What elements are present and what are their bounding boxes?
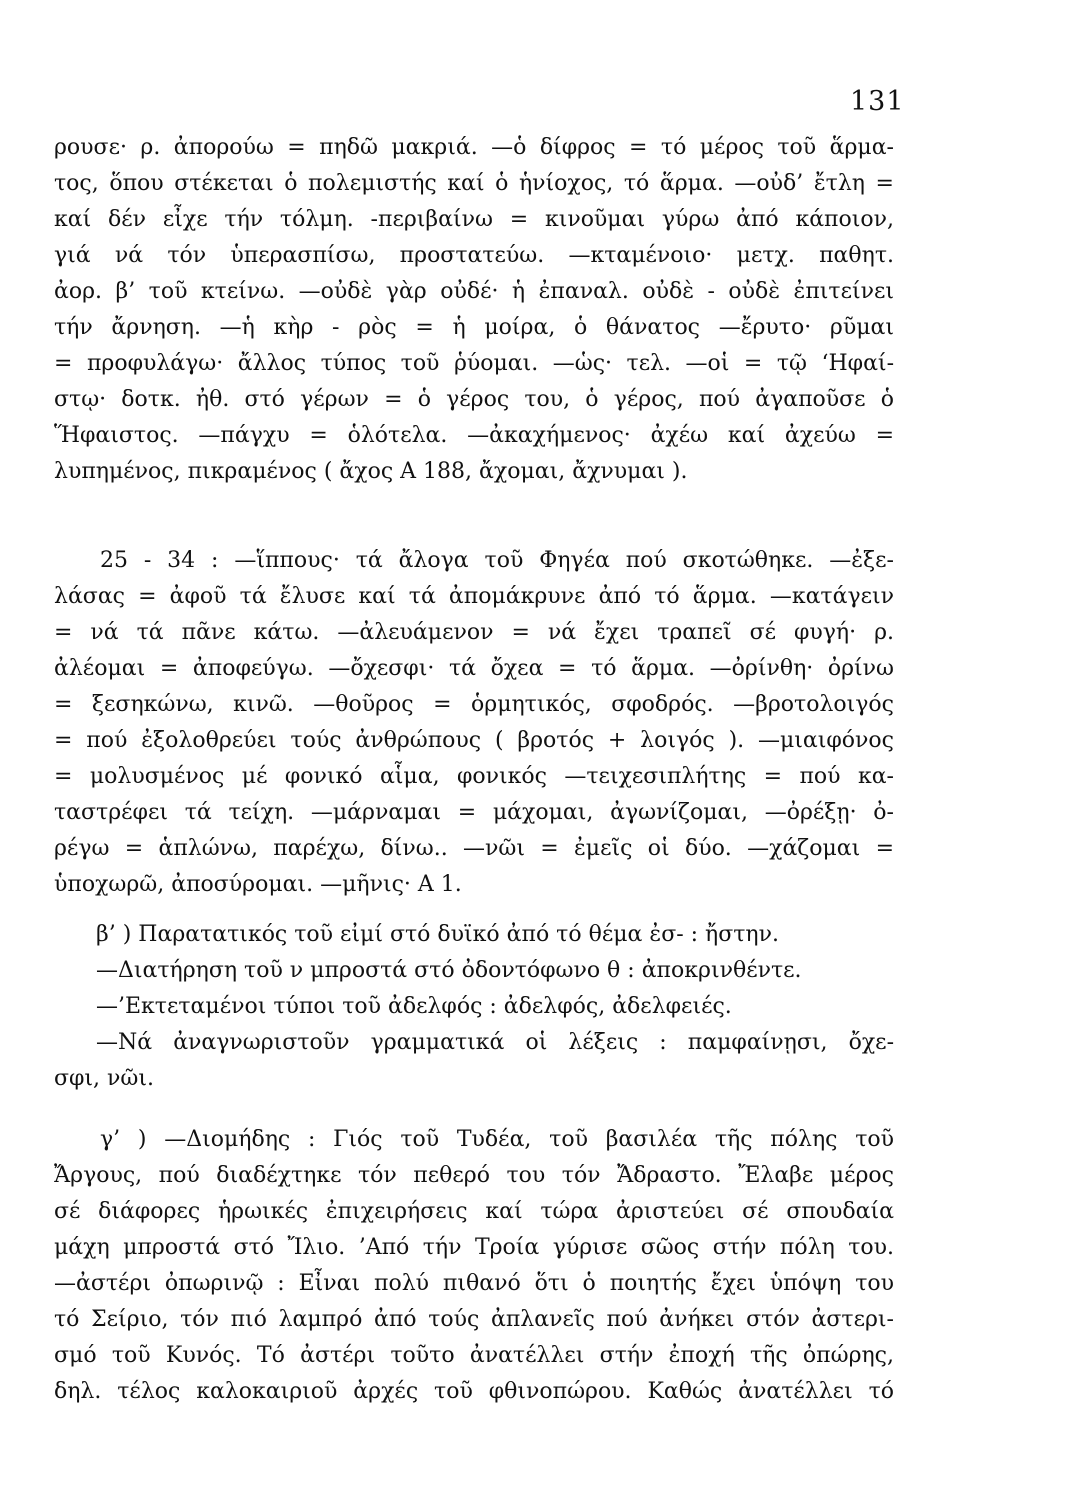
text-line: = νά τά πᾶνε κάτω. —ἀλευάμενον = νά ἔχει τραπεῖ σέ φυγή· ρ. — [54, 620, 894, 645]
text-line: ρουσε· ρ. ἀπορούω = πηδῶ μακριά. —ὁ δίφρος = τό μέρος τοῦ ἅρμα- — [54, 135, 894, 160]
text-line: β’ ) Παρατατικός τοῦ εἰμί στό δυϊκό ἀπό τό θέμα ἐσ- : ἤστην. — [96, 922, 779, 947]
text-line: τήν ἄρνηση. —ἡ κὴρ - ρὸς = ἡ μοίρα, ὁ θάνατος —ἔρυτο· ρῦμαι — [54, 315, 894, 340]
text-line: λυπημένος, πικραμένος ( ἄχος Α 188, ἄχομαι, ἄχνυμαι ). — [54, 459, 688, 484]
text-line: ρέγω = ἁπλώνω, παρέχω, δίνω.. —νῶι = ἐμεῖς οἱ δύο. —χάζομαι = — [54, 836, 894, 861]
text-line: Ἄργους, πού διαδέχτηκε τόν πεθερό του τόν Ἄδραστο. Ἔλαβε μέρος — [54, 1163, 894, 1188]
text-line: στῳ· δοτκ. ἠθ. στό γέρων = ὁ γέρος του, ὁ γέρος, πού ἀγαποῦσε ὁ — [54, 387, 894, 412]
text-line: = πού ἐξολοθρεύει τούς ἀνθρώπους ( βροτός + λοιγός ). —μιαιφόνος — [54, 728, 894, 753]
text-line: δηλ. τέλος καλοκαιριοῦ ἀρχές τοῦ φθινοπώρου. Καθώς ἀνατέλλει τό — [54, 1379, 894, 1404]
text-line: ἀορ. β’ τοῦ κτείνω. —οὐδὲ γὰρ οὐδέ· ἡ ἐπαναλ. οὐδὲ - οὐδὲ ἐπιτείνει — [54, 279, 894, 304]
text-line: γ’ ) —Διομήδης : Γιός τοῦ Τυδέα, τοῦ βασιλέα τῆς πόλης τοῦ — [100, 1127, 894, 1152]
text-line: ἀλέομαι = ἀποφεύγω. —ὄχεσφι· τά ὄχεα = τό ἅρμα. —ὀρίνθη· ὀρίνω — [54, 656, 894, 681]
text-line: —Νά ἀναγνωριστοῦν γραμματικά οἱ λέξεις : παμφαίνῃσι, ὄχε- — [96, 1030, 894, 1055]
text-line: —’Εκτεταμένοι τύποι τοῦ ἀδελφός : ἀδελφός, ἀδελφειές. — [96, 994, 732, 1019]
text-line: λάσας = ἀφοῦ τά ἔλυσε καί τά ἀπομάκρυνε ἀπό τό ἅρμα. —κατάγειν — [54, 584, 894, 609]
text-line: καί δέν εἶχε τήν τόλμη. -περιβαίνω = κινοῦμαι γύρω ἀπό κάποιον, — [54, 207, 894, 232]
paragraph-grammar — [54, 917, 894, 1097]
text-line: τό Σείριο, τόν πιό λαμπρό ἀπό τούς ἀπλανεῖς πού ἀνήκει στόν ἀστερι- — [54, 1307, 894, 1332]
text-line: σέ διάφορες ἡρωικές ἐπιχειρήσεις καί τώρα ἀριστεύει σέ σπουδαία — [54, 1199, 894, 1224]
text-line: τος, ὅπου στέκεται ὁ πολεμιστής καί ὁ ἡνίοχος, τό ἅρμα. —οὐδ’ ἔτλη = — [54, 171, 894, 196]
text-line: = ξεσηκώνω, κινῶ. —θοῦρος = ὁρμητικός, σφοδρός. —βροτολοιγός — [54, 692, 894, 717]
text-line: —Διατήρηση τοῦ ν μπροστά στό ὀδοντόφωνο θ : ἀποκρινθέντε. — [96, 958, 802, 983]
text-line: ὑποχωρῶ, ἀποσύρομαι. —μῆνις· Α 1. — [54, 872, 462, 897]
text-line: Ἥφαιστος. —πάγχυ = ὁλότελα. —ἀκαχήμενος· ἀχέω καί ἀχεύω = — [54, 423, 894, 448]
page-number: 131 — [850, 86, 905, 117]
paragraph-glossary-1 — [54, 130, 894, 490]
text-line: = μολυσμένος μέ φονικό αἷμα, φονικός —τειχεσιπλήτης = πού κα- — [54, 764, 894, 789]
text-line: = προφυλάγω· ἄλλος τύπος τοῦ ῥύομαι. —ὡς· τελ. —οἱ = τῷ ‘Ηφαί- — [54, 351, 894, 376]
text-line: 25 - 34 : —ἵππους· τά ἄλογα τοῦ Φηγέα πού σκοτώθηκε. —ἐξε- — [100, 548, 894, 573]
paragraph-commentary — [54, 1122, 894, 1410]
text-line: σμό τοῦ Κυνός. Τό ἀστέρι τοῦτο ἀνατέλλει στήν ἐποχή τῆς ὀπώρης, — [54, 1343, 894, 1368]
text-line: γιά νά τόν ὑπερασπίσω, προστατεύω. —κταμένοιο· μετχ. παθητ. — [54, 243, 894, 268]
paragraph-glossary-2 — [54, 543, 894, 903]
text-line: —ἀστέρι ὀπωρινῷ : Εἶναι πολύ πιθανό ὅτι ὁ ποιητής ἔχει ὑπόψη του — [54, 1271, 894, 1296]
text-line: ταστρέφει τά τείχη. —μάρναμαι = μάχομαι, ἀγωνίζομαι, —ὀρέξῃ· ὀ- — [54, 800, 894, 825]
text-line: σφι, νῶι. — [54, 1066, 154, 1091]
text-line: μάχη μπροστά στό Ἴλιο. ’Από τήν Τροία γύρισε σῶος στήν πόλη του. — [54, 1235, 894, 1260]
